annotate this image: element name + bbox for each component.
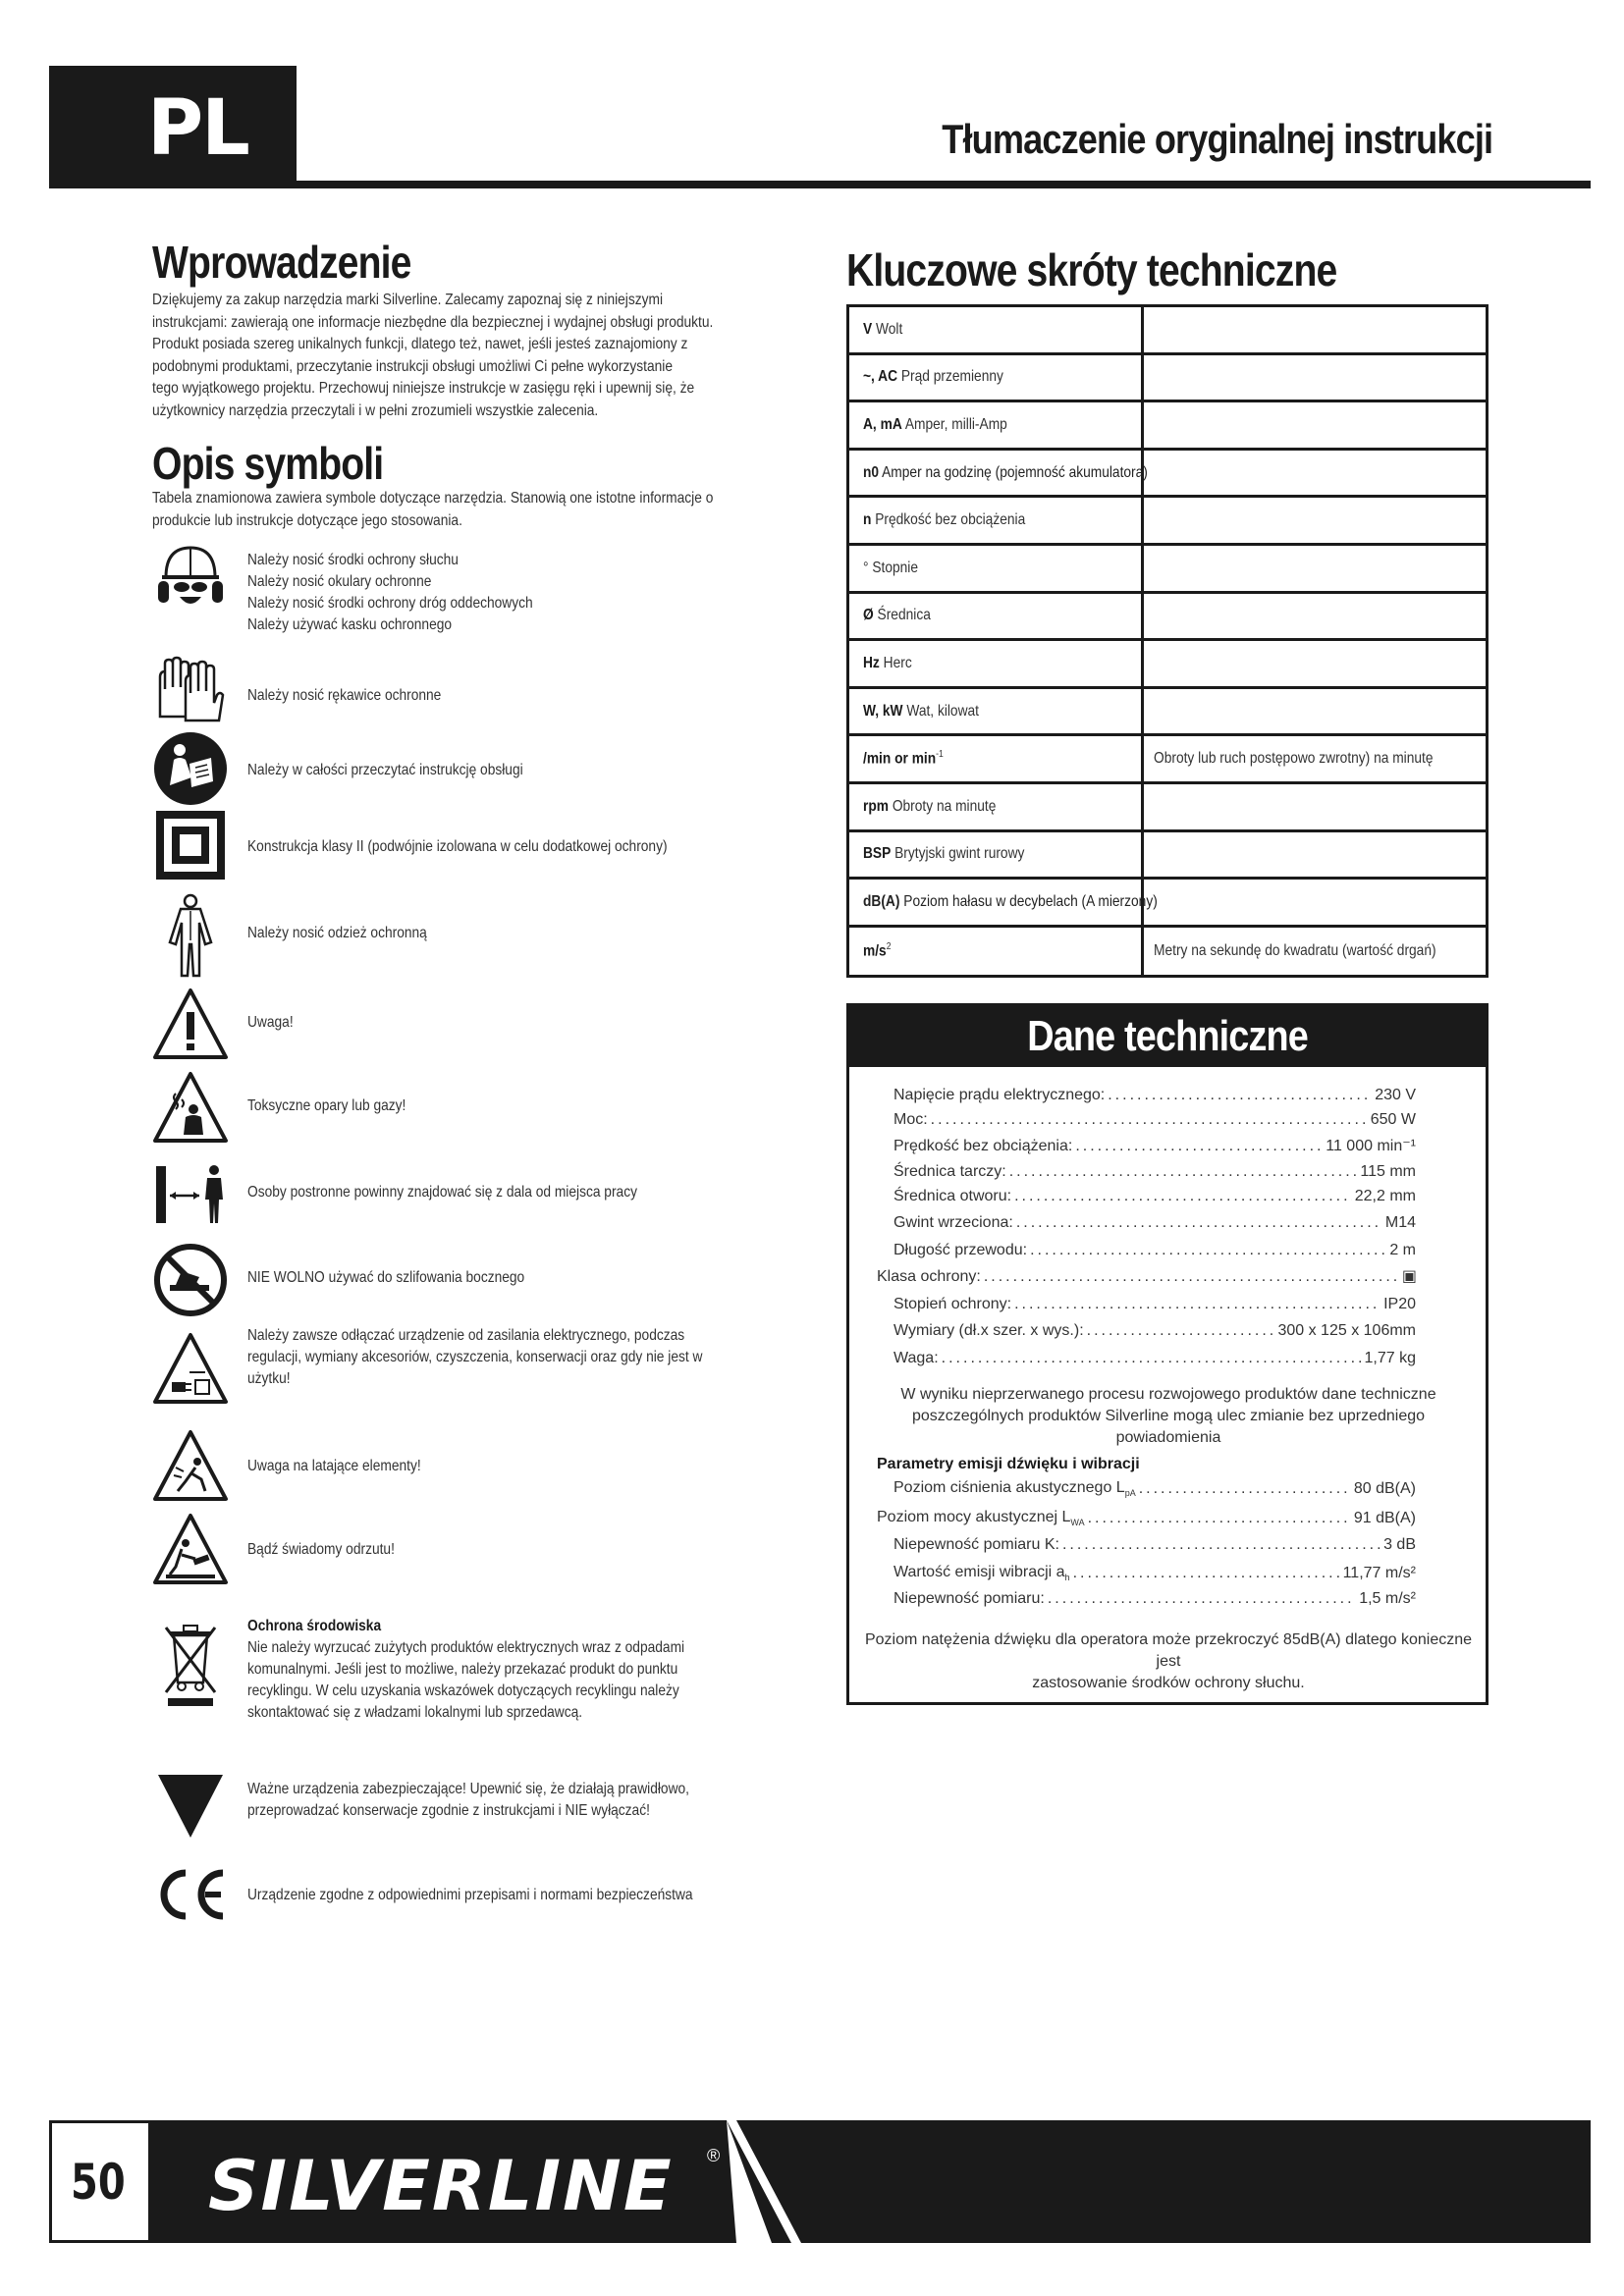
abbreviation-sup: 2 xyxy=(886,941,892,953)
symbol-text xyxy=(247,836,668,858)
spec-row xyxy=(893,1136,1416,1155)
abbreviation-desc-cell xyxy=(1144,451,1486,496)
abbreviation-symbol: ~, AC xyxy=(863,368,898,386)
abbreviation-row xyxy=(849,402,1486,451)
symbols-intro-line: produkcie lub instrukcje dotyczące jego stosowania. xyxy=(152,511,462,529)
toxic-fumes-icon xyxy=(152,1070,229,1147)
spec-leader xyxy=(1030,1242,1386,1259)
tech-data-heading-text: Dane techniczne xyxy=(1027,1012,1308,1060)
abbreviation-symbol-cell xyxy=(849,928,1144,976)
sound-row xyxy=(893,1564,1416,1582)
symbol-row xyxy=(152,540,741,638)
symbol-text xyxy=(247,550,533,636)
abbreviation-symbol: Hz xyxy=(863,654,880,671)
spec-row xyxy=(893,1296,1416,1313)
sound-sub: WA xyxy=(1070,1518,1085,1528)
spec-leader xyxy=(1014,1296,1380,1313)
spec-leader xyxy=(1016,1214,1382,1232)
symbol-text xyxy=(247,1885,693,1906)
symbol-row xyxy=(152,1857,741,1936)
sound-leader xyxy=(1062,1536,1380,1554)
symbol-row xyxy=(152,893,741,980)
symbol-row xyxy=(152,1428,741,1507)
abbreviation-symbol-cell xyxy=(849,307,1144,352)
no-side-grinding-icon xyxy=(152,1242,229,1318)
note-line: poszczególnych produktów Silverline mogą ulec zmianie bez uprzedniego powiadomienia xyxy=(911,1408,1426,1446)
spec-leader xyxy=(1087,1322,1275,1340)
abbreviation-desc-cell xyxy=(1144,355,1486,400)
abbreviation-text xyxy=(863,560,918,577)
abbreviation-desc-cell xyxy=(1144,736,1486,781)
symbol-line: regulacji, wymiany akcesoriów, czyszczenia, konserwacji oraz gdy nie jest w xyxy=(247,1349,703,1365)
symbol-line: przeprowadzać konserwacje zgodnie z instrukcjami i NIE wyłączać! xyxy=(247,1802,650,1819)
sound-label xyxy=(893,1536,1059,1554)
spec-label: Wymiary (dł.x szer. x wys.): xyxy=(893,1322,1084,1339)
spec-leader xyxy=(931,1111,1368,1129)
sound-label-text: Niepewność pomiaru: xyxy=(893,1590,1045,1607)
abbreviation-desc-cell xyxy=(1144,641,1486,686)
abbreviation-text xyxy=(863,845,1024,863)
sound-leader xyxy=(1139,1480,1351,1498)
abbreviation-desc-cell xyxy=(1144,784,1486,829)
abbreviation-row xyxy=(849,307,1486,355)
abbreviation-text xyxy=(863,655,912,672)
symbol-line: użytku! xyxy=(247,1370,291,1387)
spec-leader xyxy=(1009,1163,1358,1181)
symbol-line: komunalnymi. Jeśli jest to możliwe, należy przekazać produkt do punktu xyxy=(247,1661,678,1678)
abbreviation-meaning: Prędkość bez obciążenia xyxy=(875,511,1026,529)
symbol-line: Osoby postronne powinny znajdować się z dala od miejsca pracy xyxy=(247,1184,637,1201)
symbol-row xyxy=(152,730,741,809)
sound-row xyxy=(893,1479,1416,1498)
sound-label xyxy=(877,1509,1085,1527)
symbol-line: Należy nosić środki ochrony dróg oddechowych xyxy=(247,595,533,612)
brand-logo: SILVERLINE xyxy=(208,2146,674,2226)
symbol-row xyxy=(152,1325,741,1404)
spec-value: 230 V xyxy=(1375,1087,1416,1103)
abbreviation-meaning: Brytyjski gwint rurowy xyxy=(894,845,1025,863)
abbreviation-desc-cell xyxy=(1144,928,1486,976)
spec-label: Stopień ochrony: xyxy=(893,1296,1012,1312)
abbreviation-symbol-cell xyxy=(849,641,1144,686)
abbreviation-meaning: ° Stopnie xyxy=(863,559,918,576)
symbol-line: Ważne urządzenia zabezpieczające! Upewnić się, że działają prawidłowo, xyxy=(247,1781,689,1797)
symbol-row xyxy=(152,1070,741,1148)
spec-label: Długość przewodu: xyxy=(893,1242,1028,1258)
sound-label xyxy=(893,1479,1136,1498)
abbreviation-meaning: Obroty lub ruch postępowo zwrotny) na minutę xyxy=(1154,750,1434,768)
abbreviation-row xyxy=(849,880,1486,928)
sound-sub: pA xyxy=(1124,1488,1136,1499)
spec-label: Napięcie prądu elektrycznego: xyxy=(893,1087,1106,1103)
spec-row xyxy=(893,1163,1416,1181)
abbreviation-text xyxy=(863,893,1158,911)
symbol-line: Uwaga! xyxy=(247,1014,294,1031)
abbreviation-meaning: Prąd przemienny xyxy=(900,368,1003,386)
weee-icon xyxy=(152,1620,229,1714)
abbreviation-symbol: rpm xyxy=(863,797,890,815)
tech-data-box xyxy=(846,1003,1489,1705)
abbreviation-text xyxy=(863,941,892,960)
spec-row xyxy=(893,1350,1416,1367)
abbreviation-row xyxy=(849,689,1486,737)
abbreviation-symbol: dB(A) xyxy=(863,892,900,910)
abbreviation-desc-cell xyxy=(1144,307,1486,352)
warning-line: zastosowanie środków ochrony słuchu. xyxy=(1032,1675,1305,1691)
sound-value: 91 dB(A) xyxy=(1353,1510,1416,1527)
symbol-line: Konstrukcja klasy II (podwójnie izolowana w celu dodatkowej ochrony) xyxy=(247,838,668,855)
abbreviation-symbol: n0 xyxy=(863,463,880,481)
spec-row xyxy=(893,1111,1416,1129)
symbol-line: Uwaga na latające elementy! xyxy=(247,1458,421,1474)
abbreviation-row xyxy=(849,546,1486,594)
spec-value: ▣ xyxy=(1401,1268,1417,1285)
spec-row xyxy=(877,1266,1417,1286)
symbol-line: Należy używać kasku ochronnego xyxy=(247,616,453,633)
kickback-icon xyxy=(152,1512,229,1588)
protective-clothing-icon xyxy=(152,893,229,980)
symbols-intro xyxy=(152,488,727,532)
abbreviation-symbol-cell xyxy=(849,784,1144,829)
abbreviation-meaning: Metry na sekundę do kwadratu (wartość drgań) xyxy=(1154,942,1436,960)
abbreviation-meaning: Wolt xyxy=(876,320,903,338)
abbreviation-row xyxy=(849,594,1486,642)
symbol-text xyxy=(247,1539,395,1561)
symbol-line: Należy zawsze odłączać urządzenie od zasilania elektrycznego, podczas xyxy=(247,1327,685,1344)
spec-row xyxy=(893,1087,1416,1104)
spec-leader xyxy=(1108,1087,1372,1104)
spec-value: 22,2 mm xyxy=(1354,1188,1416,1204)
read-manual-icon xyxy=(152,730,229,807)
abbreviation-sup: -1 xyxy=(936,749,944,761)
intro-heading: Wprowadzenie xyxy=(152,237,411,288)
abbreviation-symbol-cell xyxy=(849,546,1144,591)
symbol-text xyxy=(247,1012,294,1034)
flying-debris-icon xyxy=(152,1428,229,1505)
abbreviation-text xyxy=(863,703,979,721)
sound-leader xyxy=(1048,1590,1356,1608)
unplug-icon xyxy=(152,1331,229,1408)
spec-change-note xyxy=(859,1384,1478,1449)
symbol-text xyxy=(247,1616,684,1724)
warning-line: Poziom natężenia dźwięku dla operatora może przekroczyć 85dB(A) dlatego konieczne jest xyxy=(864,1631,1473,1670)
sound-value: 3 dB xyxy=(1383,1536,1416,1553)
intro-line: tego wyjątkowego projektu. Przechowuj niniejsze instrukcje w zasięgu ręki i upewnij się, że xyxy=(152,380,695,397)
abbreviation-row xyxy=(849,451,1486,499)
sound-value: 11,77 m/s² xyxy=(1342,1565,1416,1582)
abbreviation-row xyxy=(849,641,1486,689)
spec-label: Średnica otworu: xyxy=(893,1188,1012,1204)
sound-label-text: Wartość emisji wibracji a xyxy=(893,1564,1065,1580)
symbol-line: Należy nosić rękawice ochronne xyxy=(247,687,442,704)
abbreviation-meaning: Wat, kilowat xyxy=(906,702,980,720)
spec-value: 1,77 kg xyxy=(1364,1350,1416,1366)
symbol-row xyxy=(152,656,741,734)
symbols-intro-line: Tabela znamionowa zawiera symbole dotyczące narzędzia. Stanowią one istotne informacje o xyxy=(152,490,714,507)
abbreviation-symbol-cell xyxy=(849,498,1144,543)
symbol-text xyxy=(247,1267,524,1289)
intro-line: Dziękujemy za zakup narzędzia marki Silverline. Zalecamy zapoznaj się z niniejszymi xyxy=(152,292,664,308)
sound-label-text: Poziom ciśnienia akustycznego L xyxy=(893,1479,1125,1496)
symbols-heading: Opis symboli xyxy=(152,438,384,489)
abbreviation-symbol-cell xyxy=(849,736,1144,781)
spec-leader xyxy=(1075,1138,1323,1155)
sound-row xyxy=(893,1536,1416,1554)
abbreviation-desc-cell xyxy=(1144,498,1486,543)
spec-row xyxy=(893,1242,1416,1259)
spec-leader xyxy=(1014,1188,1352,1205)
symbol-row xyxy=(152,1512,741,1590)
sound-label-text: Niepewność pomiaru K: xyxy=(893,1536,1059,1553)
abbreviation-symbol: m/s xyxy=(863,942,887,960)
spec-value: IP20 xyxy=(1383,1296,1416,1312)
abbreviation-desc-cell xyxy=(1144,832,1486,878)
tech-data-heading xyxy=(849,1006,1486,1067)
sound-vibration-heading: Parametry emisji dźwięku i wibracji xyxy=(877,1456,1140,1472)
registered-mark: ® xyxy=(707,2146,721,2165)
spec-label: Moc: xyxy=(893,1111,928,1128)
intro-paragraph xyxy=(152,290,727,422)
abbreviation-desc-cell xyxy=(1144,594,1486,639)
intro-line: instrukcjami: zawierają one informacje niezbędne dla bezpiecznej i wydajnej obsługi produktu. xyxy=(152,313,714,331)
abbreviation-symbol: BSP xyxy=(863,845,892,863)
symbol-line: recyklingu. W celu uzyskania wskazówek dotyczących recyklingu należy xyxy=(247,1682,679,1699)
abbreviation-symbol: /min or min xyxy=(863,750,937,768)
keep-away-icon xyxy=(152,1156,229,1233)
spec-value: 11 000 min⁻¹ xyxy=(1326,1138,1416,1154)
abbreviation-symbol-cell xyxy=(849,402,1144,448)
hearing-warning xyxy=(859,1629,1478,1694)
abbreviation-desc-cell xyxy=(1144,689,1486,734)
abbreviation-symbol: Ø xyxy=(863,607,874,624)
symbol-row xyxy=(152,1616,741,1734)
spec-value: 650 W xyxy=(1370,1111,1416,1128)
symbol-text xyxy=(247,923,427,944)
abbreviation-row xyxy=(849,498,1486,546)
gloves-icon xyxy=(152,656,229,732)
class-ii-icon xyxy=(152,807,229,883)
abbreviation-desc-cell xyxy=(1144,402,1486,448)
spec-label: Gwint wrzeciona: xyxy=(893,1214,1013,1231)
abbreviation-symbol: A, mA xyxy=(863,415,902,433)
symbol-line: Należy nosić okulary ochronne xyxy=(247,573,432,590)
abbreviation-meaning: Średnica xyxy=(877,607,931,624)
symbol-text xyxy=(247,1325,702,1390)
spec-leader xyxy=(942,1350,1362,1367)
abbreviation-text xyxy=(863,416,1007,434)
spec-value: 300 x 125 x 106mm xyxy=(1277,1322,1416,1339)
header-rule xyxy=(49,181,1591,188)
sound-label-text: Poziom mocy akustycznej L xyxy=(877,1509,1071,1525)
abbreviation-row xyxy=(849,928,1486,976)
spec-row xyxy=(893,1214,1416,1232)
symbol-line: Należy nosić środki ochrony słuchu xyxy=(247,552,459,568)
abbreviation-row xyxy=(849,355,1486,403)
sound-value: 80 dB(A) xyxy=(1353,1480,1416,1498)
symbol-line: Należy w całości przeczytać instrukcję obsługi xyxy=(247,762,523,778)
abbreviation-symbol-cell xyxy=(849,594,1144,639)
ce-mark-icon xyxy=(152,1857,229,1934)
symbol-line: Bądź świadomy odrzutu! xyxy=(247,1541,395,1558)
sound-sub: h xyxy=(1064,1573,1070,1583)
footer-slant xyxy=(727,2120,1591,2243)
symbol-row xyxy=(152,987,741,1065)
spec-label: Prędkość bez obciążenia: xyxy=(893,1138,1073,1154)
abbreviations-table xyxy=(846,304,1489,978)
sound-label xyxy=(893,1564,1070,1582)
sound-leader xyxy=(1073,1565,1340,1582)
sound-label xyxy=(893,1590,1045,1608)
symbol-row xyxy=(152,1767,741,1845)
symbol-line: Należy nosić odzież ochronną xyxy=(247,925,427,941)
abbreviation-desc-cell xyxy=(1144,546,1486,591)
symbol-row xyxy=(152,807,741,885)
spec-label: Średnica tarczy: xyxy=(893,1163,1006,1180)
abbreviation-text xyxy=(863,511,1025,529)
spec-row xyxy=(893,1322,1416,1340)
abbreviation-row xyxy=(849,832,1486,881)
intro-line: użytkownicy narzędzia przeczytali i w pełni zrozumieli wszystkie zalecenia. xyxy=(152,401,599,419)
note-line: W wyniku nieprzerwanego procesu rozwojowego produktów dane techniczne xyxy=(900,1386,1436,1403)
abbreviation-symbol-cell xyxy=(849,689,1144,734)
safety-device-icon xyxy=(152,1767,229,1843)
abbreviation-meaning: Amper, milli-Amp xyxy=(904,415,1007,433)
symbol-text xyxy=(247,1182,637,1203)
symbol-line: NIE WOLNO używać do szlifowania bocznego xyxy=(247,1269,525,1286)
abbreviation-symbol-cell xyxy=(849,832,1144,878)
abbreviation-meaning: Obroty na minutę xyxy=(892,797,997,815)
warning-icon xyxy=(152,987,229,1063)
symbol-row xyxy=(152,1156,741,1235)
abbreviation-symbol-cell xyxy=(849,355,1144,400)
spec-value: 115 mm xyxy=(1360,1163,1416,1180)
page-title: Tłumaczenie oryginalnej instrukcji xyxy=(942,116,1492,162)
abbreviation-text xyxy=(863,321,902,339)
symbol-text xyxy=(247,1095,406,1117)
symbol-line: skontaktować się z władzami lokalnymi lub sprzedawcą. xyxy=(247,1704,583,1721)
abbreviation-text xyxy=(863,464,1148,482)
abbreviation-row xyxy=(849,784,1486,832)
spec-row xyxy=(893,1188,1416,1205)
spec-value: M14 xyxy=(1384,1214,1416,1231)
abbreviation-symbol: n xyxy=(863,511,872,529)
page-number: 50 xyxy=(71,2154,126,2211)
symbol-row xyxy=(152,1242,741,1320)
intro-line: Produkt posiada szereg unikalnych funkcji, dlatego też, nawet, jeśli jesteś zaznajomiony z xyxy=(152,336,688,352)
symbol-text xyxy=(247,1456,421,1477)
symbol-text xyxy=(247,685,441,707)
sound-row xyxy=(877,1509,1416,1527)
abbreviation-text xyxy=(863,368,1003,386)
symbol-text xyxy=(247,1779,689,1822)
symbol-line: Nie należy wyrzucać zużytych produktów elektrycznych wraz z odpadami xyxy=(247,1639,685,1656)
abbreviation-meaning: Herc xyxy=(883,654,912,671)
abbreviation-symbol: W, kW xyxy=(863,702,903,720)
language-code: PL xyxy=(147,84,248,173)
ppe-head-icon xyxy=(152,540,229,616)
sound-value: 1,5 m/s² xyxy=(1359,1590,1416,1607)
sound-row xyxy=(893,1590,1416,1608)
spec-label: Waga: xyxy=(893,1350,939,1366)
sound-leader xyxy=(1088,1510,1351,1527)
abbreviation-text xyxy=(863,749,944,768)
symbol-title: Ochrona środowiska xyxy=(247,1618,382,1634)
abbreviation-text xyxy=(863,607,931,624)
abbreviation-text xyxy=(863,798,996,816)
spec-leader xyxy=(984,1268,1399,1286)
abbreviation-row xyxy=(849,736,1486,784)
symbol-text xyxy=(247,760,523,781)
abbreviation-meaning: Amper na godzinę (pojemność akumulatora) xyxy=(882,463,1148,481)
symbol-line: Urządzenie zgodne z odpowiednimi przepisami i normami bezpieczeństwa xyxy=(247,1887,693,1903)
abbreviation-symbol: V xyxy=(863,320,873,338)
abbreviation-meaning: Poziom hałasu w decybelach (A mierzony) xyxy=(903,892,1158,910)
intro-line: podobnymi produktami, przeczytanie instrukcji obsługi umożliwi Ci pełne wykorzystanie xyxy=(152,357,673,375)
spec-value: 2 m xyxy=(1389,1242,1416,1258)
abbreviations-heading: Kluczowe skróty techniczne xyxy=(846,244,1337,295)
spec-label: Klasa ochrony: xyxy=(877,1268,981,1285)
symbol-line: Toksyczne opary lub gazy! xyxy=(247,1097,406,1114)
